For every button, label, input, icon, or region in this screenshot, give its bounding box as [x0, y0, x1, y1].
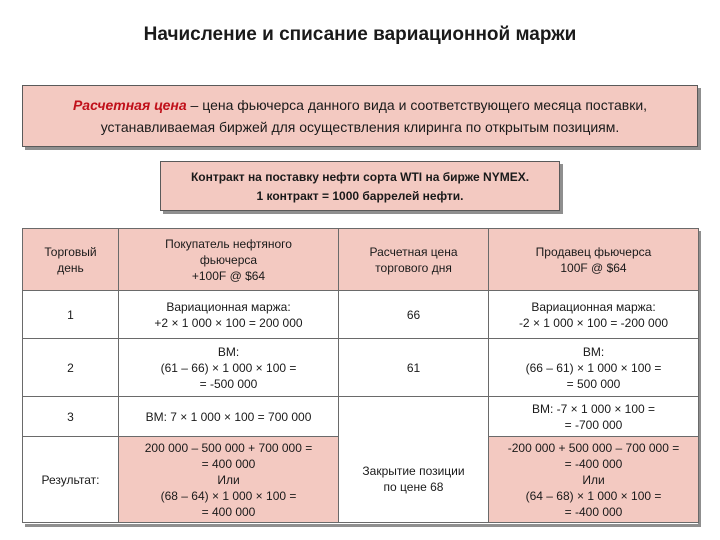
header-seller-line: Продавец фьючерса: [535, 244, 652, 259]
contract-box: [160, 161, 560, 211]
buyer-line: Или: [217, 472, 240, 487]
header-buyer-line: Покупатель нефтяного: [165, 236, 292, 251]
margin-table: [22, 228, 699, 523]
seller-line: -200 000 + 500 000 – 700 000 =: [507, 440, 680, 455]
buyer-line: Вариационная маржа:: [166, 299, 291, 314]
contract-line-1: Контракт на поставку нефти сорта WTI на бирже NYMEX.: [190, 170, 530, 184]
buyer-line: (68 – 64) × 1 000 × 100 =: [160, 488, 297, 503]
seller-result-cell: [489, 437, 699, 523]
page-title: Начисление и списание вариационной маржи: [143, 24, 577, 45]
seller-cell: [489, 291, 699, 339]
table-header-row: [23, 229, 699, 291]
margin-table-container: [22, 228, 698, 524]
seller-line: (64 – 68) × 1 000 × 100 =: [525, 488, 662, 503]
buyer-line: = -500 000: [199, 376, 258, 391]
header-buyer-line: фьючерса: [199, 252, 258, 267]
header-buyer: [119, 229, 339, 291]
buyer-line: = 400 000: [201, 456, 256, 471]
seller-line: ВМ: -7 × 1 000 × 100 =: [531, 401, 656, 416]
price-cell: 66: [339, 291, 489, 339]
buyer-cell: [119, 397, 339, 437]
seller-line: Или: [582, 472, 605, 487]
header-price-line: Расчетная цена: [369, 244, 458, 259]
seller-line: Вариационная маржа:: [531, 299, 656, 314]
day-cell: 1: [23, 291, 119, 339]
definition-box: [22, 85, 698, 147]
table-row: [23, 397, 699, 437]
closing-line: Закрытие позиции: [362, 464, 465, 479]
seller-line: = 500 000: [566, 376, 621, 391]
buyer-cell: [119, 291, 339, 339]
header-seller-line: 100F @ $64: [560, 260, 627, 275]
result-row: [23, 437, 699, 523]
definition-text: – цена фьючерса данного вида и соответствующего месяца поставки, устанавливаемая биржей для осуществления клиринга по открытым позициям.: [100, 97, 648, 135]
contract-line-2: 1 контракт = 1000 баррелей нефти.: [256, 189, 464, 203]
definition-term: Расчетная цена: [72, 97, 187, 113]
seller-line: -2 × 1 000 × 100 = -200 000: [518, 315, 669, 330]
buyer-line: ВМ: 7 × 1 000 × 100 = 700 000: [145, 409, 312, 424]
closing-line: по цене 68: [383, 480, 444, 495]
price-cell: [339, 397, 489, 437]
header-price: [339, 229, 489, 291]
header-buyer-line: +100F @ $64: [191, 268, 266, 283]
buyer-line: (61 – 66) × 1 000 × 100 =: [160, 360, 297, 375]
buyer-line: = 400 000: [201, 504, 256, 519]
day-cell: 3: [23, 397, 119, 437]
seller-line: = -700 000: [564, 417, 623, 432]
price-cell: 61: [339, 339, 489, 397]
buyer-line: 200 000 – 500 000 + 700 000 =: [144, 440, 313, 455]
header-day-line: день: [57, 260, 84, 275]
result-label-cell: Результат:: [23, 437, 119, 523]
seller-line: = -400 000: [564, 456, 623, 471]
buyer-result-cell: [119, 437, 339, 523]
seller-cell: [489, 339, 699, 397]
seller-line: ВМ:: [582, 344, 605, 359]
header-seller: [489, 229, 699, 291]
buyer-cell: [119, 339, 339, 397]
seller-cell: [489, 397, 699, 437]
seller-line: (66 – 61) × 1 000 × 100 =: [525, 360, 662, 375]
header-day: [23, 229, 119, 291]
header-day-line: Торговый: [44, 244, 97, 259]
day-cell: 2: [23, 339, 119, 397]
header-price-line: торгового дня: [375, 260, 452, 275]
table-row: [23, 339, 699, 397]
buyer-line: ВМ:: [217, 344, 240, 359]
closing-price-cell: [339, 437, 489, 523]
buyer-line: +2 × 1 000 × 100 = 200 000: [154, 315, 303, 330]
seller-line: = -400 000: [564, 504, 623, 519]
table-row: [23, 291, 699, 339]
